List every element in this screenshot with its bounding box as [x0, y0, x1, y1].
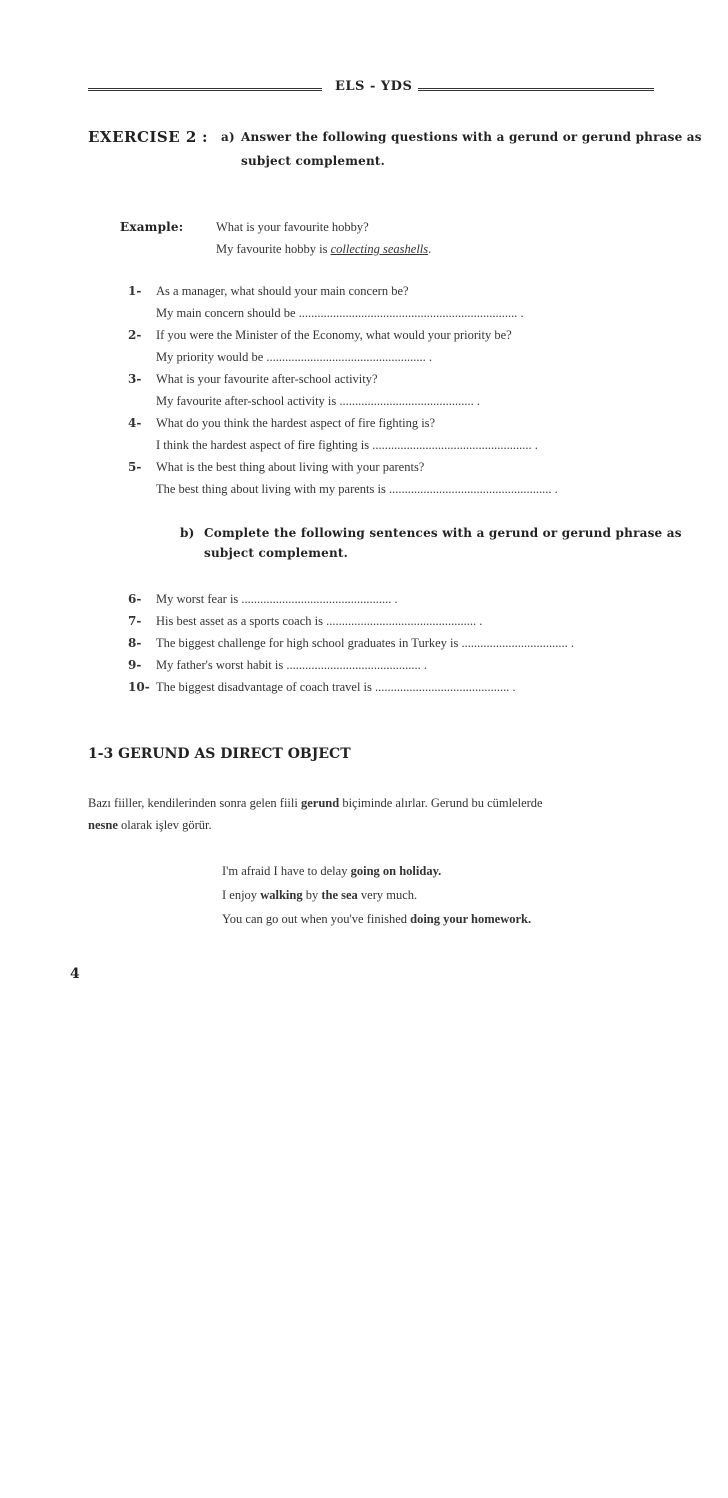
- answer-line: The best thing about living with my parents is .................................................... .: [156, 482, 558, 496]
- sentence-text: My father's worst habit is ........................................... .: [156, 658, 427, 672]
- example-label: Example:: [120, 220, 184, 234]
- section-title: 1-3 GERUND AS DIRECT OBJECT: [88, 746, 351, 762]
- header-title: ELS - YDS: [335, 79, 413, 94]
- example-answer: [216, 242, 431, 257]
- question-text: What is the best thing about living with your parents?: [156, 460, 425, 474]
- part-a-marker: a): [221, 130, 235, 144]
- gerund-phrase: the sea: [321, 888, 358, 902]
- example-answer-underlined: collecting seashells: [330, 242, 429, 256]
- sentence-part: by: [302, 888, 322, 902]
- answer-line: I think the hardest aspect of fire fighting is ................................................... .: [156, 438, 538, 452]
- question-text: If you were the Minister of the Economy, what would your priority be?: [156, 328, 512, 342]
- para-text: biçiminde alırlar. Gerund bu cümlelerde: [339, 796, 543, 810]
- question-text: What is your favourite after-school activity?: [156, 372, 378, 386]
- sentence-part: I'm afraid I have to delay: [222, 864, 351, 878]
- part-b-marker: b): [180, 526, 195, 540]
- sentence-part: You can go out when you've finished: [222, 912, 411, 926]
- sentence-number: 7-: [128, 614, 142, 628]
- example-sentence: [222, 888, 417, 903]
- sentence-text: The biggest disadvantage of coach travel is ........................................... .: [156, 680, 516, 694]
- part-b-instruction-line2: subject complement.: [204, 546, 349, 560]
- gerund-phrase: doing your homework.: [410, 912, 532, 926]
- section-paragraph-line2: [88, 818, 212, 833]
- answer-line: My favourite after-school activity is ........................................... .: [156, 394, 480, 408]
- header-rule-right: [418, 88, 654, 91]
- example-sentence: [222, 912, 531, 927]
- question-number: 5-: [128, 460, 142, 474]
- example-answer-prefix: My favourite hobby is: [216, 242, 331, 256]
- question-number: 2-: [128, 328, 142, 342]
- question-number: 3-: [128, 372, 142, 386]
- exercise-colon: :: [202, 128, 209, 146]
- para-text: olarak işlev görür.: [117, 818, 212, 832]
- header-rule-left: [88, 88, 322, 91]
- answer-line: My priority would be ................................................... .: [156, 350, 433, 364]
- para-text: Bazı fiiller, kendilerinden sonra gelen fiili: [88, 796, 301, 810]
- gerund-phrase: walking: [260, 888, 303, 902]
- part-a-instruction-line1: Answer the following questions with a gerund or gerund phrase as: [241, 130, 702, 144]
- sentence-text: The biggest challenge for high school graduates in Turkey is .................................. .: [156, 636, 574, 650]
- question-number: 1-: [128, 284, 142, 298]
- sentence-number: 6-: [128, 592, 142, 606]
- page-number: 4: [70, 966, 80, 982]
- section-paragraph-line1: [88, 796, 543, 811]
- sentence-part: very much.: [357, 888, 418, 902]
- question-text: What do you think the hardest aspect of fire fighting is?: [156, 416, 436, 430]
- example-question: What is your favourite hobby?: [216, 220, 369, 234]
- sentence-number: 10-: [128, 680, 150, 694]
- question-text: As a manager, what should your main concern be?: [156, 284, 409, 298]
- gerund-phrase: going on holiday.: [350, 864, 442, 878]
- exercise-label: EXERCISE 2: [88, 128, 197, 146]
- sentence-text: His best asset as a sports coach is ................................................ .: [156, 614, 483, 628]
- answer-line: My main concern should be ...................................................................... .: [156, 306, 524, 320]
- sentence-number: 9-: [128, 658, 142, 672]
- sentence-part: I enjoy: [222, 888, 261, 902]
- para-bold-term: gerund: [300, 796, 340, 810]
- sentence-text: My worst fear is ................................................ .: [156, 592, 398, 606]
- example-sentence: [222, 864, 441, 879]
- part-a-instruction-line2: subject complement.: [241, 154, 386, 168]
- para-bold-term: nesne: [88, 818, 118, 832]
- sentence-number: 8-: [128, 636, 142, 650]
- question-number: 4-: [128, 416, 142, 430]
- part-b-instruction-line1: Complete the following sentences with a gerund or gerund phrase as: [204, 526, 682, 540]
- example-answer-suffix: .: [428, 242, 432, 256]
